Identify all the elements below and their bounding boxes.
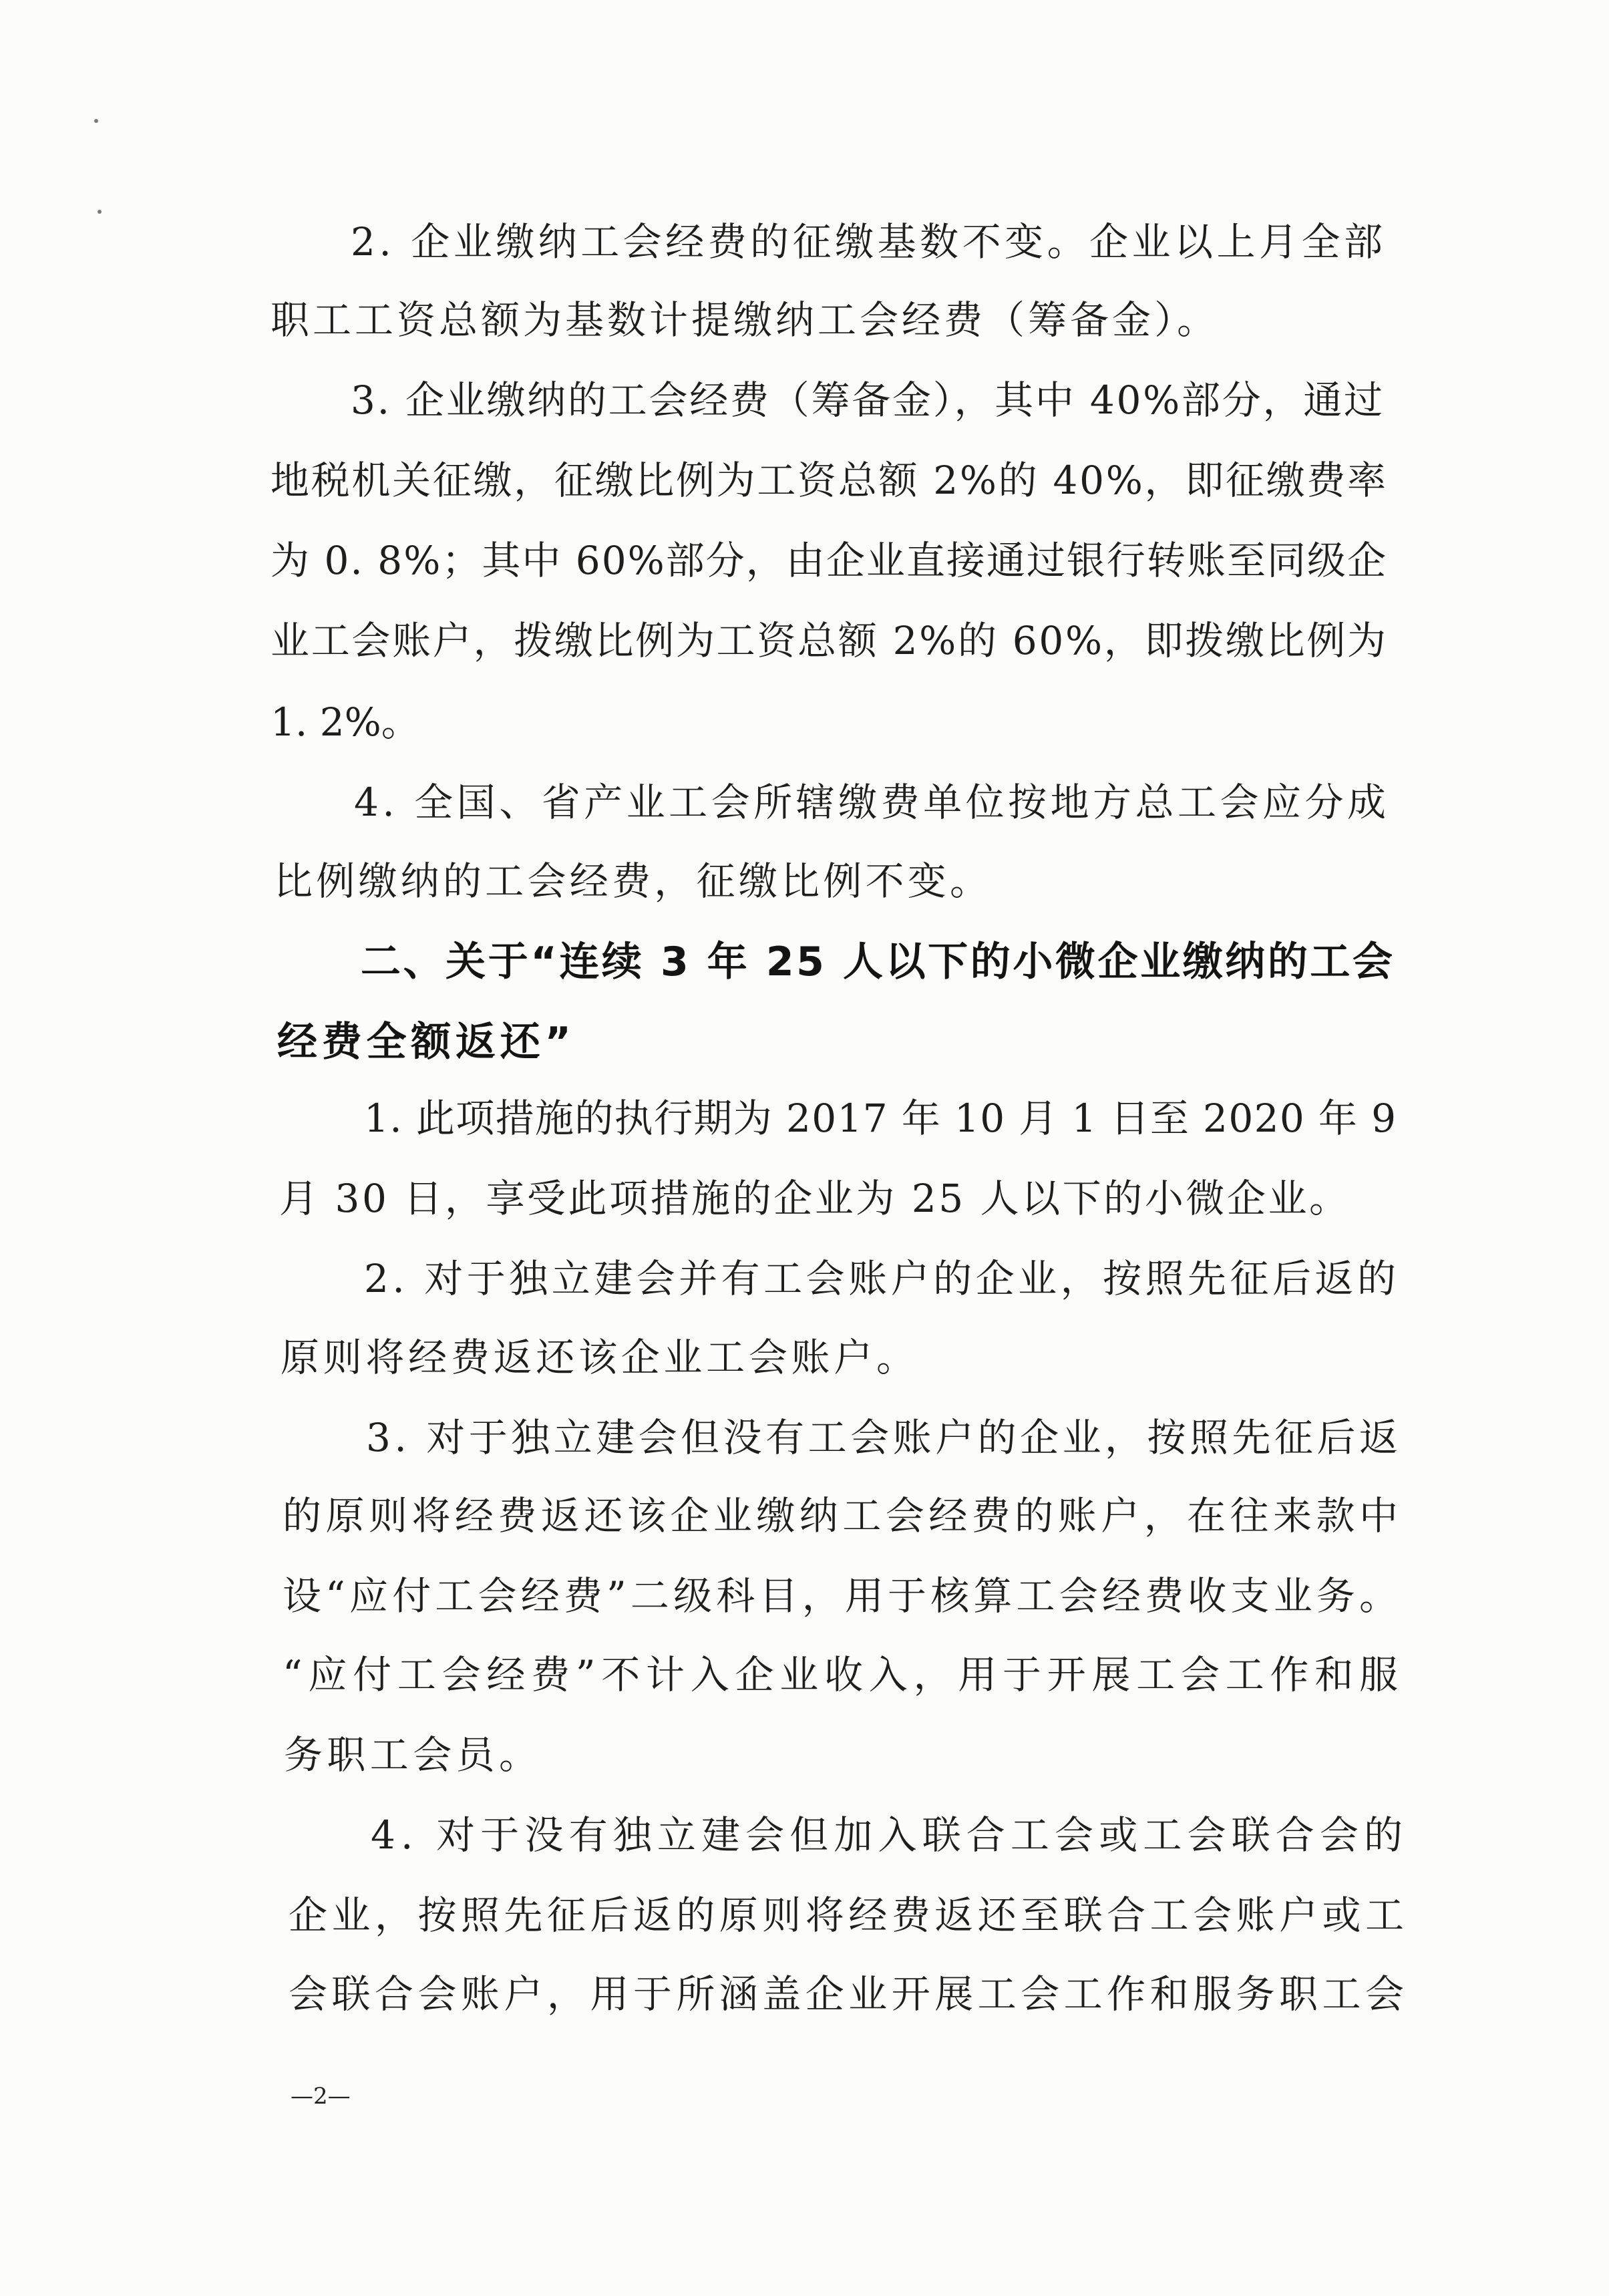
scan-speck (94, 119, 98, 123)
paragraph-line: 4. 全国、省产业工会所辖缴费单位按地方总工会应分成 (354, 780, 1390, 825)
paragraph-line: 2. 对于独立建会并有工会账户的企业，按照先征后返的 (364, 1256, 1400, 1301)
paragraph-line: 的原则将经费返还该企业缴纳工会经费的账户，在往来款中 (283, 1493, 1403, 1538)
scan-speck (98, 210, 102, 214)
paragraph-line: 月 30 日，享受此项措施的企业为 25 人以下的小微企业。 (279, 1176, 1351, 1221)
paragraph-line: 1. 此项措施的执行期为 2017 年 10 月 1 日至 2020 年 9 (364, 1096, 1397, 1141)
paragraph-line: “应付工会经费”不计入企业收入，用于开展工会工作和服 (283, 1652, 1404, 1697)
page-number: —2— (291, 2083, 351, 2110)
paragraph-line: 原则将经费返还该企业工会账户。 (281, 1335, 919, 1380)
paragraph-line: 企业，按照先征后返的原则将经费返还至联合工会账户或工 (289, 1893, 1409, 1938)
paragraph-line: 3. 企业缴纳的工会经费（筹备金），其中 40%部分，通过 (351, 377, 1385, 423)
paragraph-line: 为 0. 8%；其中 60%部分，由企业直接通过银行转账至同级企 (271, 538, 1388, 583)
paragraph-line: 3. 对于独立建会但没有工会账户的企业，按照先征后返 (366, 1415, 1402, 1460)
paragraph-line: 设“应付工会经费”二级科目，用于核算工会经费收支业务。 (283, 1573, 1403, 1619)
paragraph-line: 会联合会账户，用于所涵盖企业开展工会工作和服务职工会 (289, 1971, 1409, 2017)
paragraph-line: 业工会账户，拨缴比例为工资总额 2%的 60%，即拨缴比例为 (271, 618, 1388, 663)
paragraph-line: 务职工会员。 (284, 1732, 542, 1778)
section-heading: 二、关于“连续 3 年 25 人以下的小微企业缴纳的工会 (361, 939, 1395, 985)
paragraph-line: 地税机关征缴，征缴比例为工资总额 2%的 40%，即征缴费率 (271, 458, 1388, 503)
paragraph-line: 2. 企业缴纳工会经费的征缴基数不变。企业以上月全部 (351, 219, 1387, 265)
paragraph-line: 4. 对于没有独立建会但加入联合工会或工会联合会的 (371, 1812, 1409, 1858)
section-heading: 经费全额返还” (277, 1019, 576, 1065)
paragraph-line: 职工工资总额为基数计提缴纳工会经费（筹备金）。 (271, 297, 1219, 343)
paragraph-line: 1. 2%。 (271, 699, 420, 745)
paragraph-line: 比例缴纳的工会经费，征缴比例不变。 (274, 858, 993, 904)
